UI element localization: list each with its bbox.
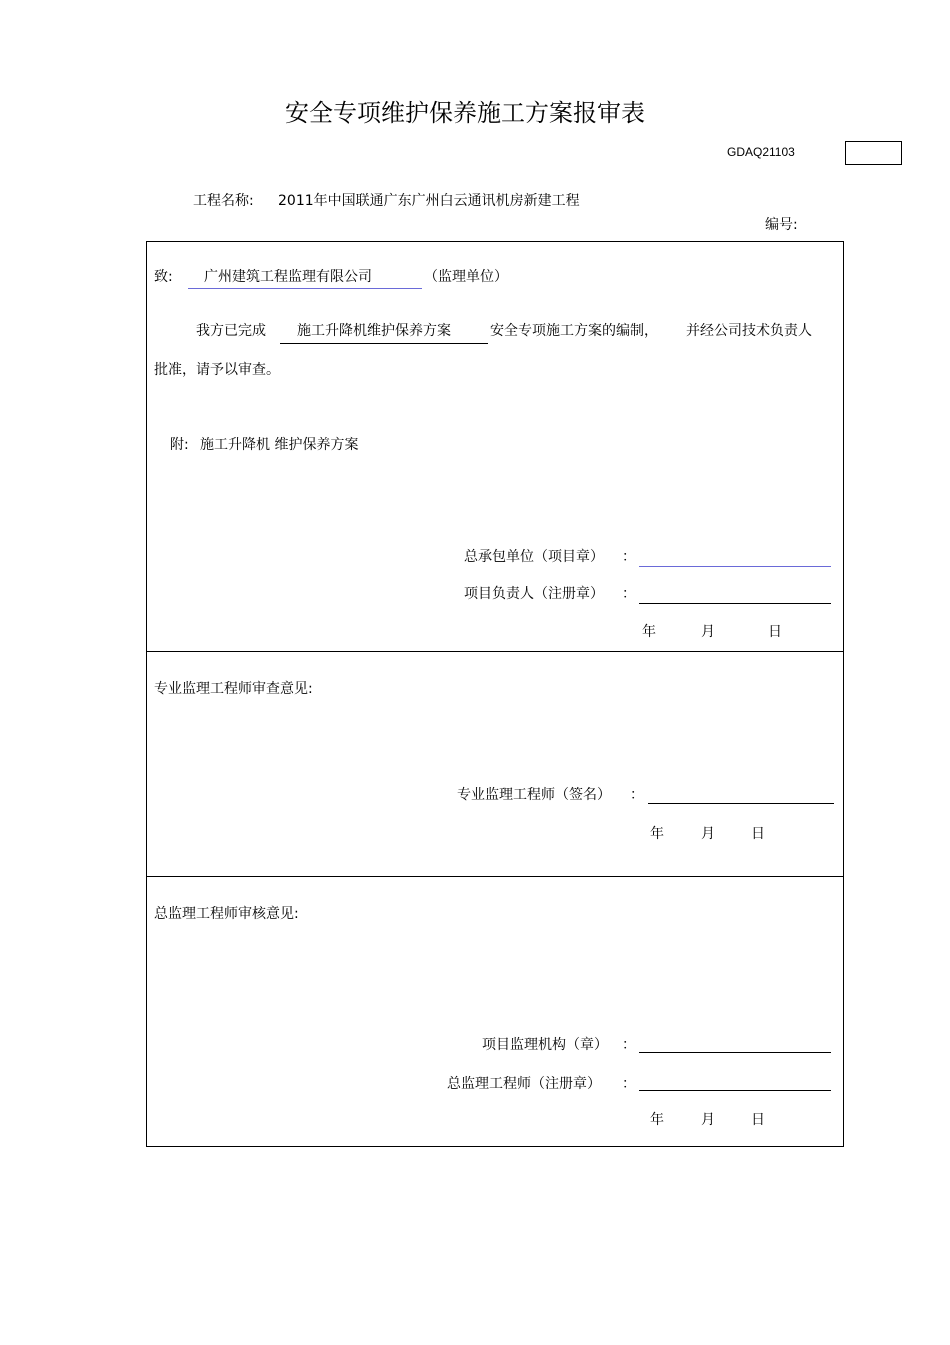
supervision-org-label: 项目监理机构（章） — [482, 1037, 608, 1053]
number-label: 编号: — [765, 217, 798, 233]
date-month-1: 月 — [701, 624, 715, 640]
statement-prefix: 我方已完成 — [196, 323, 266, 339]
project-manager-label: 项目负责人（注册章） — [464, 586, 604, 602]
attachment-label: 附: — [170, 437, 189, 453]
contractor-seal-label: 总承包单位（项目章） — [464, 549, 604, 565]
supervision-org-field[interactable] — [639, 1052, 831, 1053]
date-day-3: 日 — [751, 1112, 765, 1128]
form-code: GDAQ21103 — [727, 145, 795, 159]
project-manager-colon: ： — [622, 586, 636, 602]
specialist-signature-label: 专业监理工程师（签名） — [457, 787, 611, 803]
supervision-unit-name: 广州建筑工程监理有限公司 — [204, 269, 372, 285]
attachment-text: 施工升降机 维护保养方案 — [200, 437, 359, 453]
chief-engineer-colon: ： — [622, 1076, 636, 1092]
statement-line2: 批准，请予以审查。 — [154, 362, 280, 378]
row-divider-2 — [146, 876, 844, 877]
supervision-unit-underline — [188, 288, 422, 289]
project-name: 2011年中国联通广东广州白云通讯机房新建工程 — [278, 193, 580, 209]
date-month-2: 月 — [701, 826, 715, 842]
specialist-review-heading: 专业监理工程师审查意见: — [154, 681, 313, 697]
date-month-3: 月 — [701, 1112, 715, 1128]
date-day-1: 日 — [768, 624, 782, 640]
supervision-org-colon: ： — [622, 1037, 636, 1053]
statement-tail: 并经公司技术负责人 — [686, 323, 812, 339]
date-year-3: 年 — [650, 1112, 664, 1128]
supervision-unit-suffix: （监理单位） — [424, 269, 508, 285]
plan-name-underline — [280, 343, 488, 344]
form-code-box[interactable] — [845, 141, 902, 165]
project-label: 工程名称: — [193, 193, 254, 209]
row-divider-1 — [146, 651, 844, 652]
date-year-1: 年 — [642, 624, 656, 640]
chief-engineer-label: 总监理工程师（注册章） — [447, 1076, 601, 1092]
specialist-signature-colon: ： — [630, 787, 644, 803]
plan-name: 施工升降机维护保养方案 — [297, 323, 451, 339]
to-label: 致: — [154, 269, 173, 285]
date-year-2: 年 — [650, 826, 664, 842]
date-day-2: 日 — [751, 826, 765, 842]
project-manager-field[interactable] — [639, 603, 831, 604]
contractor-seal-field[interactable] — [639, 566, 831, 567]
chief-review-heading: 总监理工程师审核意见: — [154, 906, 299, 922]
page-title: 安全专项维护保养施工方案报审表 — [285, 99, 645, 127]
specialist-signature-field[interactable] — [648, 803, 834, 804]
chief-engineer-field[interactable] — [639, 1090, 831, 1091]
contractor-seal-colon: ： — [622, 549, 636, 565]
statement-suffix: 安全专项施工方案的编制， — [490, 323, 658, 339]
